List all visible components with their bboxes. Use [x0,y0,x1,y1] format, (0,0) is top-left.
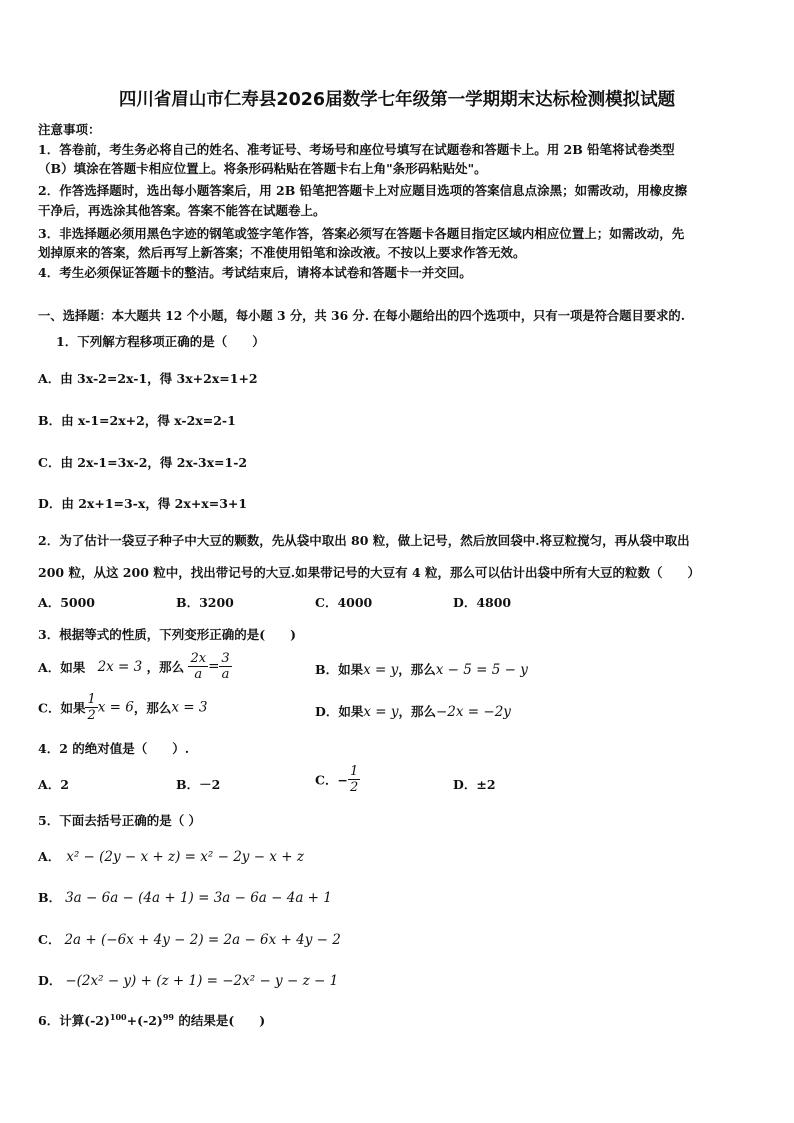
q5-c-expression: 2a + (−6x + 4y − 2) = 2a − 6x + 4y − 2 [64,932,341,948]
q3-b-result: x − 5 = 5 − y [435,662,528,678]
q5-b-label: B． [38,890,62,905]
q3-b-then: ，那么 [398,662,436,677]
q3-a-fraction-1: $\frac{2x}{a}$ [190,651,207,682]
q5-d-label: D． [38,973,62,988]
q4-stem: 4．2 的绝对值是（ ）. [38,741,190,756]
q3-option-b [315,660,528,678]
page-title: 四川省眉山市仁寿县2026届数学七年级第一学期期末达标检测模拟试题 [118,90,676,110]
q3-stem: 3．根据等式的性质，下列变形正确的是( ) [38,627,297,642]
q1-option-c: C．由 2x-1=3x-2，得 2x-3x=1-2 [38,455,248,470]
q4-c-fraction: $\frac{1}{2}$ [349,764,359,795]
q3-option-c [38,692,207,723]
q3-c-condition: x = 6 [97,699,134,716]
q3-d-condition: x = y [363,704,399,720]
q6-stem-part-1: 6．计算(-2) [38,1013,110,1028]
q3-c-fraction: $\frac{1}{2}$ [87,692,96,723]
q1-option-b: B．由 x-1=2x+2，得 x-2x=2-1 [38,413,236,428]
section-heading: 一、选择题：本大题共 12 个小题，每小题 3 分，共 36 分. 在每小题给出的四个选项中，只有一项是符合题目要求的. [38,308,685,323]
q1-stem: 1．下列解方程移项正确的是（ ） [56,334,265,349]
q4-option-a: A．2 [38,777,69,792]
q2-option-b: B．3200 [176,595,234,610]
q5-option-c [38,930,341,948]
q3-option-a [38,651,232,682]
q6-stem-part-3: 的结果是( ) [173,1013,266,1028]
q3-c-prefix: C．如果 [38,700,86,716]
q5-a-expression: x² − (2y − x + z) = x² − 2y − x + z [66,849,304,865]
q3-option-d [315,702,511,720]
q3-a-fraction-2: $\frac{3}{a}$ [221,651,230,682]
q4-option-c [315,764,360,795]
notice-item-1b: （B）填涂在答题卡相应位置上。将条形码粘贴在答题卡右上角"条形码粘贴处"。 [38,161,487,176]
q1-option-d: D．由 2x+1=3-x，得 2x+x=3+1 [38,496,248,511]
q3-d-then: ，那么 [398,704,436,719]
notice-item-4: 4．考生必须保证答题卡的整洁。考试结束后，请将本试卷和答题卡一并交回。 [38,265,472,280]
q5-c-label: C． [38,932,61,947]
q6-stem [38,1011,265,1029]
q3-d-result: −2x = −2y [436,704,511,720]
notice-item-2b: 干净后，再选涂其他答案。答案不能答在试题卷上。 [38,203,326,218]
q5-d-expression: −(2x² − y) + (z + 1) = −2x² − y − z − 1 [65,973,339,989]
notice-heading: 注意事项： [38,122,101,137]
notice-item-3b: 划掉原来的答案，然后再写上新答案；不准使用铅笔和涂改液。不按以上要求作答无效。 [38,245,526,260]
q6-exponent-2: 99 [162,1011,174,1022]
q2-option-d: D．4800 [453,595,512,610]
q3-c-result: x = 3 [171,699,208,716]
q5-option-a [38,847,304,865]
q3-a-then: ，那么 [146,659,185,675]
q3-a-condition: 2x = 3 [97,658,143,675]
q4-c-prefix: C．− [315,772,348,788]
q2-stem-a: 2．为了估计一袋豆子种子中大豆的颗数，先从袋中取出 80 粒，做上记号，然后放回袋中.将豆粒搅匀，再从袋中取出 [38,533,690,548]
q3-a-equals: = [208,658,220,675]
q5-stem: 5．下面去括号正确的是（ ） [38,813,202,828]
q3-c-then: ，那么 [133,700,172,716]
q6-stem-part-2: +(-2) [126,1013,163,1028]
q2-stem-b: 200 粒，从这 200 粒中，找出带记号的大豆.如果带记号的大豆有 4 粒，那么可以估计出袋中所有大豆的粒数（ ） [38,565,700,580]
q5-b-expression: 3a − 6a − (4a + 1) = 3a − 6a − 4a + 1 [65,890,332,906]
q1-option-a: A．由 3x-2=2x-1，得 3x+2x=1+2 [38,371,258,386]
q2-option-c: C．4000 [315,595,373,610]
q5-option-d [38,971,338,989]
q5-option-b [38,888,332,906]
q3-b-condition: x = y [363,662,399,678]
notice-item-2a: 2．作答选择题时，选出每小题答案后，用 2B 铅笔把答题卡上对应题目选项的答案信息点涂黑；如需改动，用橡皮擦 [38,183,688,198]
q3-b-prefix: B．如果 [315,662,364,677]
q3-a-prefix: A．如果 [38,659,86,675]
q4-option-b: B．－2 [176,777,221,792]
q2-option-a: A．5000 [38,595,95,610]
q4-option-d: D．±2 [453,777,496,792]
notice-item-3a: 3．非选择题必须用黑色字迹的钢笔或签字笔作答，答案必须写在答题卡各题目指定区域内相应位置上；如需改动，先 [38,226,685,241]
q3-d-prefix: D．如果 [315,704,364,719]
q6-exponent-1: 100 [109,1011,127,1022]
notice-item-1a: 1．答卷前，考生务必将自己的姓名、准考证号、考场号和座位号填写在试题卷和答题卡上。用 2B 铅笔将试卷类型 [38,142,675,157]
q5-a-label: A． [38,849,61,864]
